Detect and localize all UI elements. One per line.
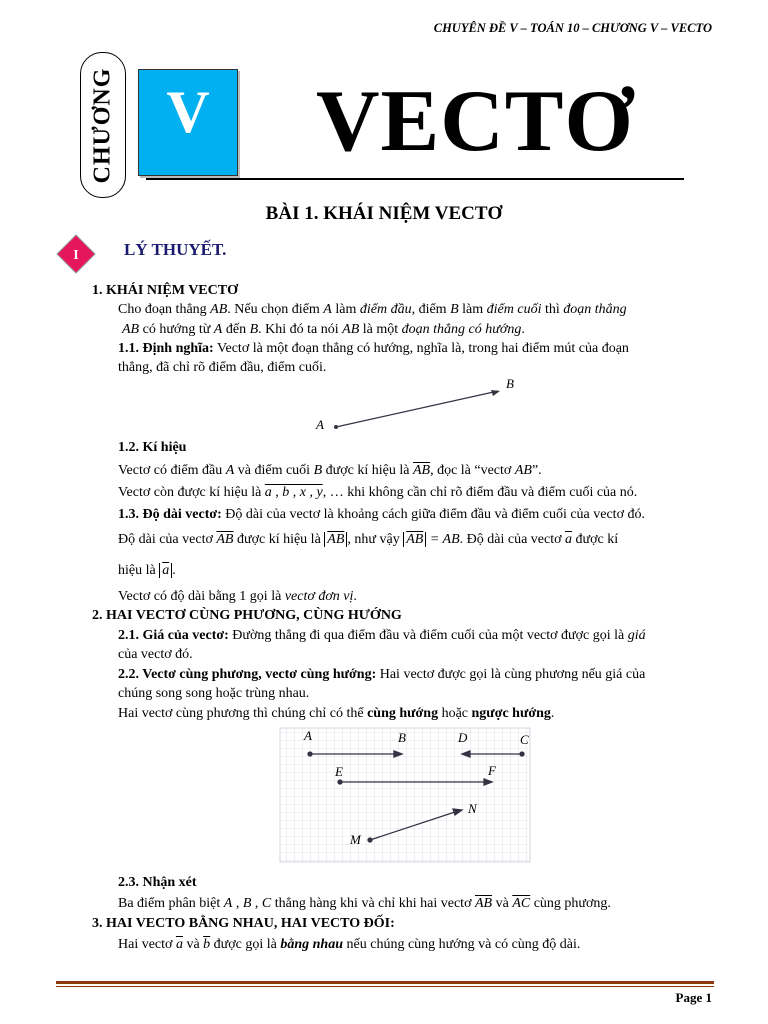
remark-heading: 2.3. Nhận xét: [118, 875, 197, 890]
chapter-number: V: [166, 79, 210, 145]
grid-label-c: C: [520, 732, 529, 747]
grid-label-n: N: [468, 801, 477, 816]
vector-grid-figure: [278, 724, 534, 864]
footer-rule-thin: [56, 986, 714, 987]
heading-3: 3. HAI VECTO BẰNG NHAU, HAI VECTO ĐỐI:: [92, 916, 395, 931]
direction-sentence: Hai vectơ cùng phương thì chúng chỉ có thể cùng hướng hoặc ngược hướng.: [118, 706, 555, 721]
grid-label-m: M: [350, 832, 361, 847]
title-rule: [146, 178, 684, 180]
collinear-def-cont: chúng song song hoặc trùng nhau.: [118, 686, 310, 701]
para-2: AB có hướng từ A đến B. Khi đó ta nói AB là một đoạn thẳng có hướng.: [122, 322, 525, 337]
chapter-label-box: [80, 52, 126, 198]
definition: 1.1. Định nghĩa: Vectơ là một đoạn thẳng có hướng, nghĩa là, trong hai điểm mút của đoạn: [118, 341, 629, 356]
page-number: Page 1: [675, 990, 712, 1005]
equal-vectors-def: Hai vectơ $\overline{a}$ và $\overline{b}$ được gọi là bằng nhau nếu chúng cùng hướng và có cùng độ dài.: [118, 937, 581, 952]
length-notation-cont: hiệu là $\overline{a}$ .: [118, 563, 176, 578]
grid-label-b: B: [398, 730, 406, 745]
grid-label-a: A: [304, 728, 312, 743]
notation-heading: 1.2. Kí hiệu: [118, 440, 187, 455]
footer-rule: [56, 981, 714, 984]
grid-label-d: D: [458, 730, 468, 745]
unit-vector: Vectơ có độ dài bằng 1 gọi là vectơ đơn vị.: [118, 589, 357, 604]
heading-1: 1. KHÁI NIỆM VECTƠ: [92, 283, 238, 298]
para-1: Cho đoạn thẳng AB. Nếu chọn điểm A làm điểm đầu, điểm B làm điểm cuối thì đoạn thẳng: [118, 302, 627, 317]
chapter-label: CHƯƠNG: [89, 67, 116, 183]
notation-1: Vectơ có điểm đầu A và điểm cuối B được kí hiệu là $\overline{AB}$, đọc là “vectơ AB”.: [118, 463, 542, 478]
section-title: LÝ THUYẾT.: [124, 240, 227, 259]
chapter-number-box: [138, 69, 238, 176]
grid-label-e: E: [335, 764, 343, 779]
support-line-def-cont: của vectơ đó.: [118, 647, 193, 662]
chapter-title: VECTƠ: [316, 73, 634, 170]
running-header: CHUYÊN ĐỀ V – TOÁN 10 – CHƯƠNG V – VECTO: [433, 21, 712, 35]
lesson-title: BÀI 1. KHÁI NIỆM VECTƠ: [265, 203, 503, 224]
length-notation: Độ dài của vectơ $\overline{AB}$ được kí hiệu là $\overline{AB}$ , như vậy $\overline{AB}$ = AB. Độ dài của vectơ $\overline{a}$ được kí: [118, 532, 619, 547]
heading-2: 2. HAI VECTƠ CÙNG PHƯƠNG, CÙNG HƯỚNG: [92, 608, 402, 623]
collinear-def: 2.2. Vectơ cùng phương, vectơ cùng hướng: Hai vectơ được gọi là cùng phương nếu giá của: [118, 667, 646, 682]
vector-ab-figure: [300, 372, 540, 436]
point-a-label: A: [316, 417, 324, 432]
length-def: 1.3. Độ dài vectơ: Độ dài của vectơ là khoảng cách giữa điểm đầu và điểm cuối của vectơ đó.: [118, 507, 645, 522]
section-diamond-icon: [56, 234, 96, 274]
remark-text: Ba điểm phân biệt A , B , C thẳng hàng khi và chỉ khi hai vectơ $\overline{AB}$ và $\overline{AC}$ cùng phương.: [118, 896, 611, 911]
grid-label-f: F: [488, 763, 496, 778]
notation-2: Vectơ còn được kí hiệu là a , b , x , y, … khi không cần chỉ rõ điểm đầu và điểm cuối của nó.: [118, 485, 638, 500]
support-line-def: 2.1. Giá của vectơ: Đường thẳng đi qua điểm đầu và điểm cuối của một vectơ được gọi là giá: [118, 628, 646, 643]
point-b-label: B: [506, 376, 514, 391]
section-numeral: I: [73, 248, 79, 263]
definition-cont: thẳng, đã chỉ rõ điểm đầu, điểm cuối.: [118, 360, 327, 375]
